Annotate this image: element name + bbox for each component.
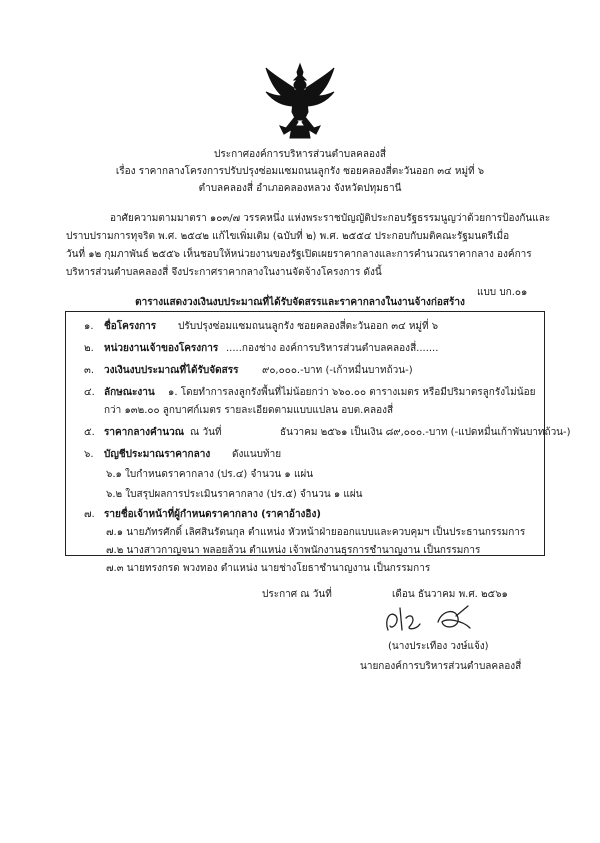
item-2-label: หน่วยงานเจ้าของโครงการ	[104, 343, 219, 354]
announce-date-label: ประกาศ ณ วันที่	[262, 589, 332, 600]
signer-name: (นางประเทือง วงษ์แจ้ง)	[388, 641, 489, 652]
item-3-value: ๙๐,๐๐๐.-บาท (-เก้าหมื่นบาทถ้วน-)	[262, 365, 413, 376]
item-5-date-label: ณ วันที่	[190, 427, 222, 438]
garuda-emblem-icon	[264, 62, 336, 140]
item-2-value: .....กองช่าง องค์การบริหารส่วนตำบลคลองสี่.......	[226, 343, 439, 354]
item-2-number: ๒.	[84, 343, 94, 354]
intro-line-3: วันที่ ๑๒ กุมภาพันธ์ ๒๕๕๖ เห็นชอบให้หน่วยงานของรัฐเปิดเผยราคากลางและการคำนวณราคากลาง องค์การ	[66, 249, 532, 260]
item-5-number: ๕.	[84, 427, 95, 438]
item-6-label: บัญชีประมาณราคากลาง	[104, 449, 211, 460]
item-6-suffix: ดังแนบท้าย	[232, 449, 282, 460]
item-7-sub-3: ๗.๓ นายทรงกรด พวงทอง ตำแหน่ง นายช่างโยธาชำนาญงาน เป็นกรรมการ	[106, 563, 431, 574]
table-title: ตารางแสดงวงเงินงบประมาณที่ได้รับจัดสรรและราคากลางในงานจ้างก่อสร้าง	[135, 297, 465, 308]
announce-month: เดือน ธันวาคม พ.ศ. ๒๕๖๑	[392, 589, 508, 600]
item-5-label: ราคากลางคำนวณ	[104, 427, 185, 438]
item-7-sub-2: ๗.๒ นางสาวกาญจนา พลอยล้วน ตำแหน่ง เจ้าพนักงานธุรการชำนาญงาน เป็นกรรมการ	[106, 545, 481, 556]
form-code: แบบ บก.๐๑	[477, 287, 528, 298]
signer-title: นายกองค์การบริหารส่วนตำบลคลองสี่	[360, 661, 522, 672]
item-3-label: วงเงินงบประมาณที่ได้รับจัดสรร	[104, 365, 239, 376]
item-1-value: ปรับปรุงซ่อมแซมถนนลูกรัง ซอยคลองสี่ตะวันออก ๓๔ หมู่ที่ ๖	[178, 321, 439, 332]
item-7-sub-1: ๗.๑ นายภัทรศักดิ์ เลิศสินรัตนกุล ตำแหน่ง หัวหน้าฝ่ายออกแบบและควบคุมฯ เป็นประธานกรรมการ	[106, 527, 526, 538]
intro-line-1: อาศัยความตามมาตรา ๑๐๓/๗ วรรคหนึ่ง แห่งพระราชบัญญัติประกอบรัฐธรรมนูญว่าด้วยการป้องกันและ	[110, 213, 551, 224]
header-line-1: ประกาศองค์การบริหารส่วนตำบลคลองสี่	[214, 149, 386, 160]
item-4-value-continued: กว่า ๑๓๒.๐๐ ลูกบาศก์เมตร รายละเอียดตามแบบแปลน อบต.คลองสี่	[104, 405, 394, 416]
item-3-number: ๓.	[84, 365, 95, 376]
header-location: ตำบลคลองสี่ อำเภอคลองหลวง จังหวัดปทุมธานี	[198, 183, 402, 194]
item-7-number: ๗.	[84, 509, 95, 520]
header-subject: เรื่อง ราคากลางโครงการปรับปรุงซ่อมแซมถนนลูกรัง ซอยคลองสี่ตะวันออก ๓๔ หมู่ที่ ๖	[115, 166, 485, 177]
handwritten-signature	[372, 600, 492, 640]
intro-line-4: บริหารส่วนตำบลคลองสี่ จึงประกาศราคากลางในงานจัดจ้างโครงการ ดังนี้	[66, 267, 382, 278]
item-6-sub-1: ๖.๑ ใบกำหนดราคากลาง (ปร.๔) จำนวน ๑ แผ่น	[106, 469, 314, 480]
intro-line-2: ปราบปรามการทุจริต พ.ศ. ๒๕๔๒ แก้ไขเพิ่มเติม (ฉบับที่ ๒) พ.ศ. ๒๕๕๔ ประกอบกับมติคณะรัฐมนตรีเมื่อ	[66, 231, 510, 242]
item-4-number: ๔.	[84, 387, 95, 398]
item-6-number: ๖.	[84, 449, 94, 460]
item-5-value: ธันวาคม ๒๕๖๑ เป็นเงิน ๘๙,๐๐๐.-บาท (-แปดหมื่นเก้าพันบาทถ้วน-)	[280, 427, 571, 438]
item-4-label: ลักษณะงาน	[104, 387, 155, 398]
item-1-label: ชื่อโครงการ	[104, 321, 157, 332]
item-6-sub-2: ๖.๒ ใบสรุปผลการประเมินราคากลาง (ปร.๕) จำนวน ๑ แผ่น	[106, 489, 363, 500]
item-4-value: ๑. โดยทำการลงลูกรังพื้นที่ไม่น้อยกว่า ๖๖๐.๐๐ ตารางเมตร หรือมีปริมาตรลูกรังไม่น้อย	[168, 387, 536, 398]
item-1-number: ๑.	[84, 321, 94, 332]
item-7-label: รายชื่อเจ้าหน้าที่ผู้กำหนดราคากลาง (ราคาอ้างอิง)	[104, 509, 321, 520]
